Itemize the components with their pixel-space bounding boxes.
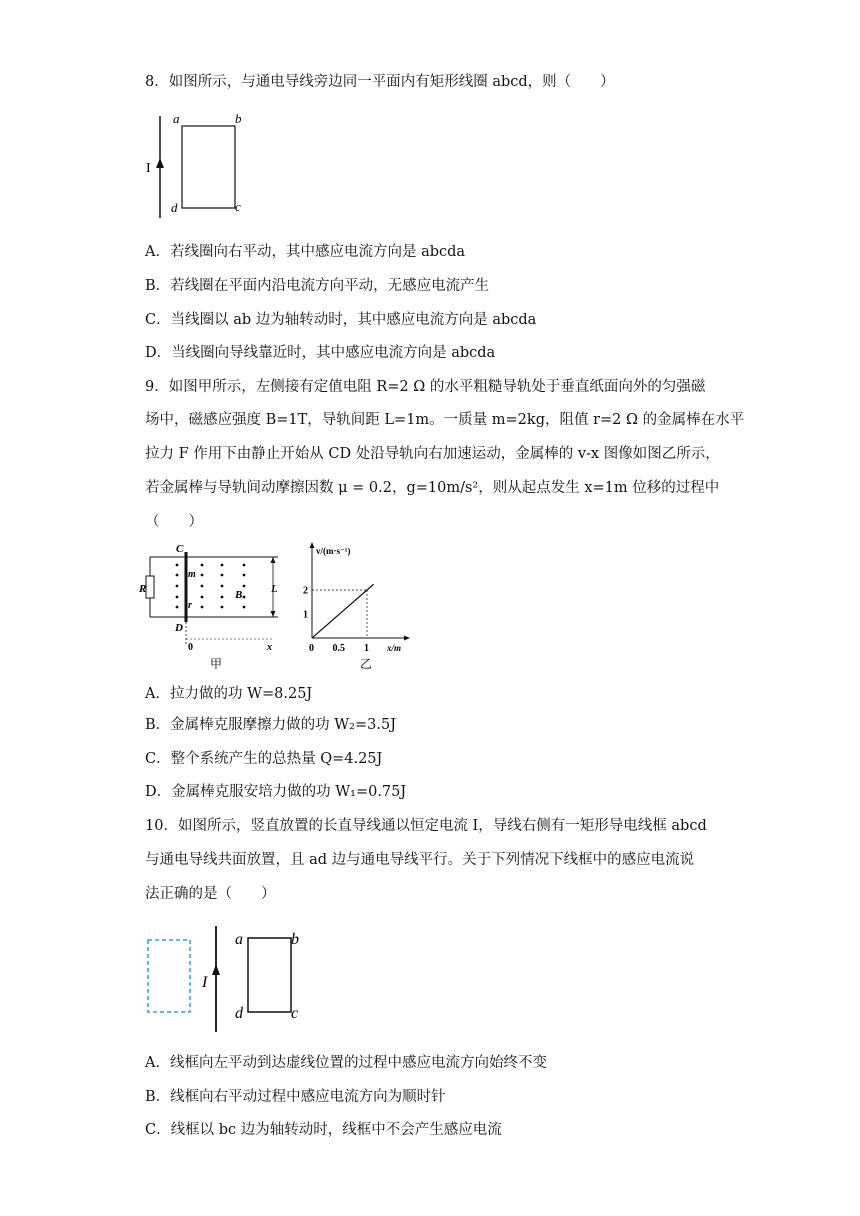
q10-dashed-position — [148, 940, 190, 1012]
q8-option-b: B．若线圈在平面内沿电流方向平动，无感应电流产生 — [145, 278, 490, 294]
q9-stem-line-3: 拉力 F 作用下由静止开始从 CD 处沿导轨向右加速运动，金属棒的 v-x 图像如图乙所示， — [145, 446, 720, 462]
q9-label-r: r — [188, 600, 192, 611]
q10-label-b: b — [291, 931, 299, 948]
q9-series-line — [312, 584, 374, 638]
q10-stem-line-1: 10．如图所示，竖直放置的长直导线通以恒定电流 I，导线右侧有一矩形导电线框 abcd — [145, 818, 707, 834]
q8-figure — [140, 108, 260, 223]
q9-label-0: 0 — [188, 642, 193, 653]
q9-xlabel: x/m — [387, 643, 402, 653]
q8-coil — [182, 126, 235, 208]
q8-label-I: I — [146, 161, 151, 176]
q10-label-d: d — [235, 1005, 243, 1022]
q9-label-R: R — [139, 583, 147, 595]
q9-figure-yi — [300, 540, 415, 675]
q10-option-a: A．线框向左平动到达虚线位置的过程中感应电流方向始终不变 — [145, 1055, 547, 1071]
q9-label-B: B — [235, 589, 243, 601]
q9-label-D: D — [175, 622, 183, 634]
q8-label-b: b — [235, 111, 242, 126]
q9-option-a: A．拉力做的功 W=8.25J — [145, 686, 313, 702]
q9-ytick-label: 2 — [303, 585, 308, 597]
q9-stem-line-4: 若金属棒与导轨间动摩擦因数 μ = 0.2，g=10m/s²，则从起点发生 x=1m 位移的过程中 — [145, 480, 720, 496]
q8-option-c: C．当线圈以 ab 边为轴转动时，其中感应电流方向是 abcda — [145, 312, 537, 328]
q9-xtick-label: 1 — [364, 643, 369, 654]
q9-caption-jia: 甲 — [210, 657, 223, 671]
q9-stem-line-2: 场中，磁感应强度 B=1T，导轨间距 L=1m。一质量 m=2kg，阻值 r=2 Ω 的金属棒在水平 — [145, 412, 745, 428]
q10-stem-line-3: 法正确的是（ ） — [145, 886, 276, 902]
q10-option-b: B．线框向右平动过程中感应电流方向为顺时针 — [145, 1089, 446, 1105]
q10-label-c: c — [291, 1005, 299, 1022]
q10-stem-line-2: 与通电导线共面放置，且 ad 边与通电导线平行。关于下列情况下线框中的感应电流说 — [145, 852, 695, 868]
q8-option-a: A．若线圈向右平动，其中感应电流方向是 abcda — [145, 244, 466, 260]
q9-stem-line-5: （ ） — [145, 514, 203, 530]
q8-current-arrow — [156, 158, 164, 168]
q9-option-d: D．金属棒克服安培力做的功 W₁=0.75J — [145, 784, 407, 800]
q9-label-C: C — [176, 543, 184, 555]
q10-label-a: a — [235, 931, 243, 948]
q8-stem: 8．如图所示，与通电导线旁边同一平面内有矩形线圈 abcd，则（ ） — [145, 74, 615, 90]
q10-figure — [140, 920, 320, 1035]
q9-option-c: C．整个系统产生的总热量 Q=4.25J — [145, 751, 383, 767]
q9-label-m: m — [188, 569, 196, 580]
q9-caption-yi: 乙 — [360, 657, 373, 671]
q9-stem-line-1: 9．如图甲所示，左侧接有定值电阻 R=2 Ω 的水平粗糙导轨处于垂直纸面向外的匀强磁 — [145, 379, 706, 395]
q9-ylabel: v/(m·s⁻¹) — [316, 546, 351, 556]
q8-label-a: a — [173, 111, 180, 126]
q10-label-I: I — [202, 974, 208, 991]
q8-label-d: d — [171, 200, 178, 215]
q8-option-d: D．当线圈向导线靠近时，其中感应电流方向是 abcda — [145, 345, 496, 361]
q10-current-arrow — [212, 964, 220, 975]
q9-option-b: B．金属棒克服摩擦力做的功 W₂=3.5J — [145, 717, 397, 733]
q9-xtick-label: 0 — [309, 643, 314, 654]
q10-frame — [248, 938, 291, 1012]
q9-ytick-label: 1 — [303, 609, 308, 621]
q8-label-c: c — [235, 199, 241, 214]
q9-figure-jia — [140, 540, 290, 675]
q9-label-x: x — [267, 642, 272, 653]
q9-resistor-R — [146, 576, 154, 598]
q10-option-c: C．线框以 bc 边为轴转动时，线框中不会产生感应电流 — [145, 1122, 502, 1138]
q9-xtick-label: 0.5 — [332, 643, 345, 654]
q9-label-L: L — [271, 583, 278, 595]
